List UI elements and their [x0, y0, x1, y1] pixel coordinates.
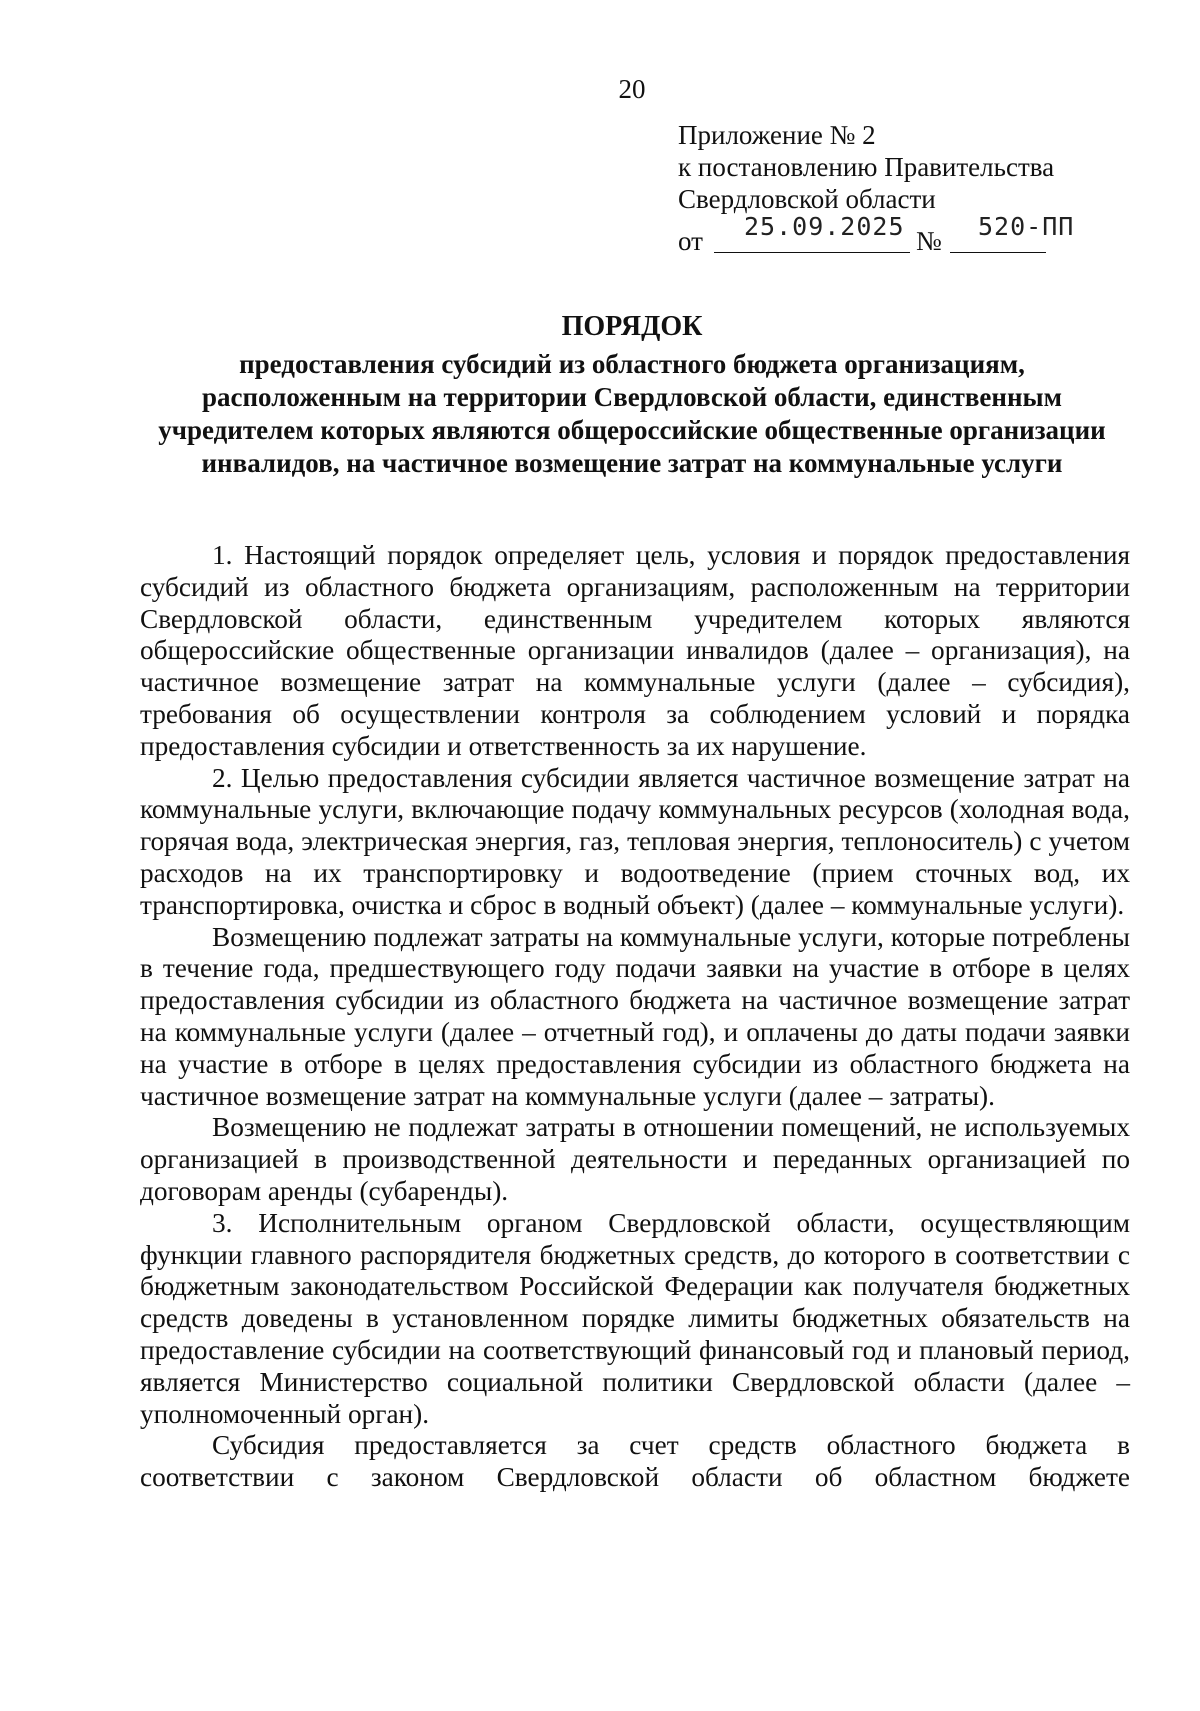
appendix-date-number-line: [678, 211, 1075, 256]
document-subtitle: [0, 348, 1200, 480]
paragraph-3: 3. Исполнительным органом Свердловской области, осуществляющим функции главного распорядителя бюджетных средств, до которого в соответствии с бюджетным законодательством Российской Федерации как получателя бюджетных средств доведены в установленном порядке лимиты бюджетных обязательств на предоставление субсидии на соответствующий финансовый год и плановый период, является Министерство социальной политики Свердловской области (далее – уполномоченный орган).: [140, 1207, 1130, 1429]
paragraph-3-funding: Субсидия предоставляется за счет средств областного бюджета в соответствии с законом Свердловской области об областном бюджете: [140, 1430, 1130, 1493]
number-field: [950, 211, 1075, 253]
appendix-title: Приложение № 2: [678, 120, 876, 150]
appendix-header: [678, 120, 1075, 256]
document-title-block: [0, 310, 1200, 480]
page-number: 20: [618, 74, 646, 104]
subtitle-line: инвалидов, на частичное возмещение затрат на коммунальные услуги: [201, 447, 1063, 478]
paragraph-2-reimbursable: Возмещению подлежат затраты на коммунальные услуги, которые потреблены в течение года, предшествующего году подачи заявки на участие в отборе в целях предоставления субсидии из областного бюджета на частичное возмещение затрат на коммунальные услуги (далее – отчетный год), и оплачены до даты подачи заявки на участие в отборе в целях предоставления субсидии из областного бюджета на частичное возмещение затрат на коммунальные услуги (далее – затраты).: [140, 921, 1130, 1111]
number-stamp: 520-ПП: [978, 211, 1075, 241]
date-stamp: 25.09.2025: [744, 211, 905, 241]
number-prefix: №: [916, 225, 942, 256]
subtitle-line: расположенным на территории Свердловской области, единственным: [202, 381, 1062, 412]
paragraph-1: 1. Настоящий порядок определяет цель, условия и порядок предоставления субсидий из областного бюджета организациям, расположенным на территории Свердловской области, единственным учредителем которых являются общероссийские общественные организации инвалидов (далее – организация), на частичное возмещение затрат на коммунальные услуги (далее – субсидия), требования об осуществлении контроля за соблюдением условий и порядка предоставления субсидии и ответственность за их нарушение.: [140, 540, 1130, 761]
document-title: ПОРЯДОК: [561, 311, 703, 342]
subtitle-line: предоставления субсидий из областного бюджета организациям,: [239, 348, 1025, 379]
subtitle-line: учредителем которых являются общероссийские общественные организации: [158, 414, 1106, 445]
paragraph-2: 2. Целью предоставления субсидии является частичное возмещение затрат на коммунальные услуги, включающие подачу коммунальных ресурсов (холодная вода, горячая вода, электрическая энергия, газ, тепловая энергия, теплоноситель) с учетом расходов на их транспортировку и водоотведение (прием сточных вод, их транспортировка, очистка и сброс в водный объект) (далее – коммунальные услуги).: [140, 762, 1130, 920]
date-field: [714, 211, 910, 253]
appendix-region-line: Свердловской области: [678, 183, 936, 214]
paragraph-2-non-reimbursable: Возмещению не подлежат затраты в отношении помещений, не используемых организацией в производственной деятельности и переданных организацией по договорам аренды (субаренды).: [140, 1112, 1130, 1206]
date-prefix: от: [678, 225, 703, 256]
document-body: [140, 540, 1130, 1494]
appendix-resolution-line: к постановлению Правительства: [678, 151, 1055, 182]
